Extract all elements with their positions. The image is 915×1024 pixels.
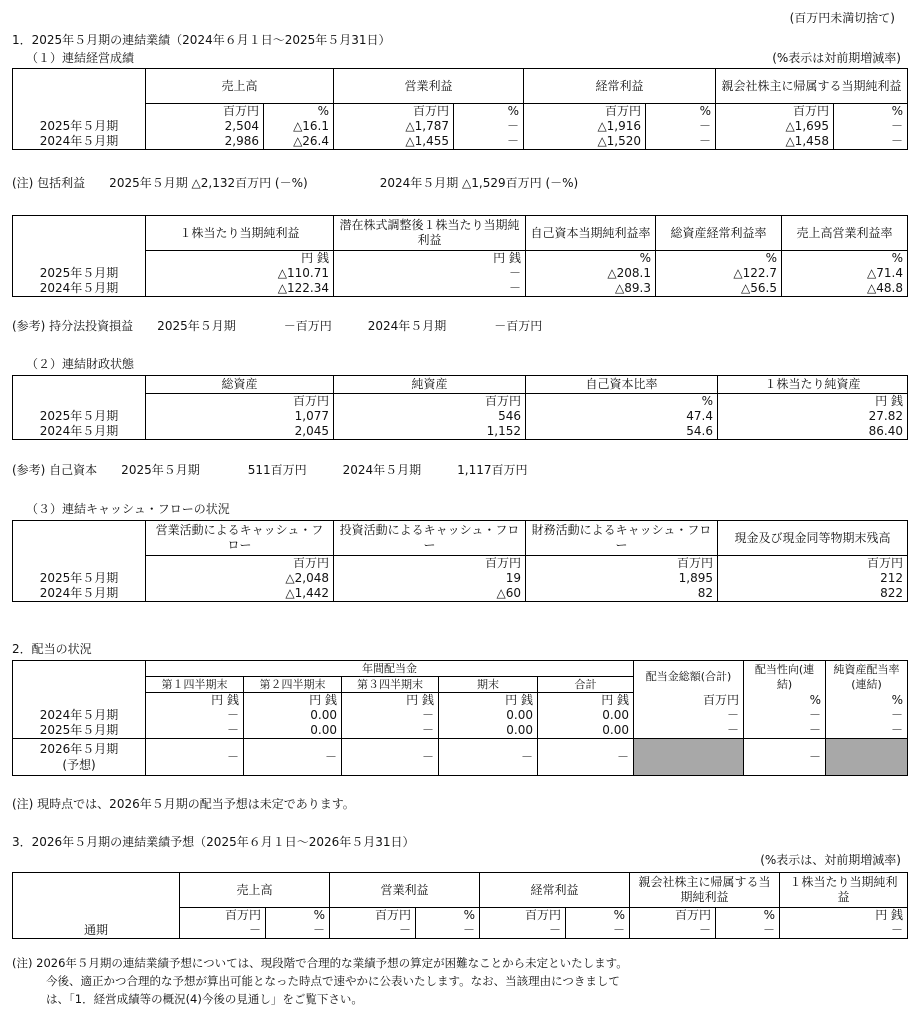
t3-header: 総資産 [146,376,334,394]
forecast-row [13,739,908,776]
cell: － [538,739,634,776]
cell: △208.1 [526,266,656,281]
t1-header: 売上高 [146,69,334,104]
cell: － [342,723,439,739]
t1-unit: 百万円 [524,104,646,120]
cell: △1,695 [716,119,834,134]
table-row [13,266,908,281]
t6-unit: 円 銭 [780,908,908,924]
t1-unit: 百万円 [716,104,834,120]
t5-unit: 円 銭 [439,693,538,709]
table-row [13,281,908,297]
t2-header: １株当たり当期純利益 [146,216,334,251]
t1-unit: % [646,104,716,120]
cell: 1,895 [526,571,718,586]
forecast-row-label [13,739,146,776]
t6-unit: 百万円 [180,908,266,924]
t5-unit: 円 銭 [342,693,439,709]
t2-unit: % [526,251,656,267]
t4-unit: 百万円 [718,556,908,572]
cell: － [146,708,244,723]
annual-dividend-header: 年間配当金 [146,661,634,677]
t1-unit: % [454,104,524,120]
cell: － [342,739,439,776]
cell: 0.00 [244,723,342,739]
section3-title: 3．2026年５月期の連結業績予想（2025年６月１日～2026年５月31日） [12,835,415,849]
cell: － [416,923,480,939]
t2-unit: % [656,251,782,267]
cell: 0.00 [538,708,634,723]
cell: － [630,923,716,939]
cell: △56.5 [656,281,782,297]
cell: △89.3 [526,281,656,297]
cell: 1,152 [334,424,526,440]
per-share-table [12,215,908,297]
t3-unit: 円 銭 [718,394,908,410]
t4-header: 投資活動によるキャッシュ・フロー [334,521,526,556]
t6-header: 売上高 [180,873,330,908]
sub2-title: （２）連結財政状態 [26,357,135,371]
cell: － [780,923,908,939]
t1-unit: 百万円 [146,104,264,120]
cell: 2,504 [146,119,264,134]
t6-unit: 百万円 [480,908,566,924]
t1-unit: % [264,104,334,120]
cell: 2,986 [146,134,264,150]
t2-unit: % [782,251,908,267]
t1-unit: % [834,104,908,120]
cell: － [480,923,566,939]
t1-header: 営業利益 [334,69,524,104]
cell: － [334,281,526,297]
t6-header: １株当たり当期純利益 [780,873,908,908]
cell: 1,077 [146,409,334,424]
t5-unit: % [744,693,826,709]
t5-unit: 百万円 [634,693,744,709]
cell: 19 [334,571,526,586]
row-label: 2024年５月期 [13,424,146,440]
row-label: 2024年５月期 [13,281,146,297]
cell: △71.4 [782,266,908,281]
cell: △1,787 [334,119,454,134]
section2-title: 2．配当の状況 [12,642,92,656]
cell: － [634,723,744,739]
cell: － [330,923,416,939]
cell: 0.00 [439,723,538,739]
t5-header: 配当性向(連結) [744,661,826,693]
row-label: 2025年５月期 [13,571,146,586]
cell: － [634,708,744,723]
t4-header: 営業活動によるキャッシュ・フロー [146,521,334,556]
t4-unit: 百万円 [526,556,718,572]
cash-flow-table [12,520,908,602]
comprehensive-income-note: (注) 包括利益 2025年５月期 △2,132百万円 (－%) 2024年５月期 △1,529百万円 (－%) [12,176,579,190]
t2-header: 自己資本当期純利益率 [526,216,656,251]
t4-header: 財務活動によるキャッシュ・フロー [526,521,718,556]
cell: 0.00 [244,708,342,723]
t5-unit: 円 銭 [244,693,342,709]
cell: △110.71 [146,266,334,281]
cell: 212 [718,571,908,586]
table-row [13,409,908,424]
t5-unit: 円 銭 [538,693,634,709]
cell: 822 [718,586,908,602]
shaded-cell [826,739,908,776]
t4-unit: 百万円 [334,556,526,572]
operating-results-table [12,68,908,150]
t2-header: 総資産経常利益率 [656,216,782,251]
t5-header: 第２四半期末 [244,677,342,693]
t6-unit: % [416,908,480,924]
cell: － [244,739,342,776]
forecast-sub-note: (%表示は、対前期増減率) [760,853,901,867]
table-row [13,134,908,150]
row-label: 2025年５月期 [13,266,146,281]
t5-unit: 円 銭 [146,693,244,709]
cell: － [646,134,716,150]
cell: △1,916 [524,119,646,134]
cell: － [744,739,826,776]
t4-header: 現金及び現金同等物期末残高 [718,521,908,556]
dividend-note: (注) 現時点では、2026年５月期の配当予想は未定であります。 [12,797,355,811]
t5-header: 合計 [538,677,634,693]
table-row [13,708,908,723]
sub3-title: （３）連結キャッシュ・フローの状況 [26,502,230,516]
forecast-table [12,872,908,939]
cell: － [744,708,826,723]
cell: － [266,923,330,939]
cell: 47.4 [526,409,718,424]
row-label: 2024年５月期 [13,134,146,150]
financial-position-table [12,375,908,440]
shaded-cell [634,739,744,776]
t6-header: 親会社株主に帰属する当期純利益 [630,873,780,908]
t6-header: 経常利益 [480,873,630,908]
forecast-note-line1: (注) 2026年５月期の連結業績予想については、現段階で合理的な業績予想の算定が困難なことから未定といたします。 [12,956,628,970]
equity-method-note: (参考) 持分法投資損益 2025年５月期 －百万円 2024年５月期 －百万円 [12,319,543,333]
t6-unit: 百万円 [330,908,416,924]
cell: － [646,119,716,134]
row-label: 通期 [13,923,180,939]
cell: － [834,134,908,150]
section1-title: 1．2025年５月期の連結業績（2024年６月１日～2025年５月31日） [12,33,391,47]
t3-header: 自己資本比率 [526,376,718,394]
t3-unit: 百万円 [334,394,526,410]
cell: 2,045 [146,424,334,440]
row-label: 2025年５月期 [13,119,146,134]
t5-header: 純資産配当率(連結) [826,661,908,693]
row-label: 2025年５月期 [13,409,146,424]
cell: △16.1 [264,119,334,134]
cell: 27.82 [718,409,908,424]
t4-unit: 百万円 [146,556,334,572]
table-row [13,923,908,939]
cell: － [454,119,524,134]
t3-unit: % [526,394,718,410]
row-label: 2024年５月期 [13,586,146,602]
cell: － [744,723,826,739]
cell: △122.34 [146,281,334,297]
cell: △1,458 [716,134,834,150]
dividend-table [12,660,908,776]
sub1-title: （１）連結経営成績 [26,51,135,65]
row-label: 2024年５月期 [13,708,146,723]
table-row [13,424,908,440]
cell: 546 [334,409,526,424]
cell: － [180,923,266,939]
cell: － [826,708,908,723]
t2-header: 売上高営業利益率 [782,216,908,251]
cell: △60 [334,586,526,602]
t5-header: 第３四半期末 [342,677,439,693]
t6-unit: 百万円 [630,908,716,924]
cell: 54.6 [526,424,718,440]
t1-header: 経常利益 [524,69,716,104]
cell: － [439,739,538,776]
table-row [13,119,908,134]
cell: － [566,923,630,939]
cell: － [146,739,244,776]
t1-header: 親会社株主に帰属する当期純利益 [716,69,908,104]
cell: － [826,723,908,739]
cell: △48.8 [782,281,908,297]
cell: △122.7 [656,266,782,281]
t5-header: 期末 [439,677,538,693]
cell: △26.4 [264,134,334,150]
cell: － [342,708,439,723]
t2-unit: 円 銭 [334,251,526,267]
forecast-note-line2: 今後、適正かつ合理的な予想が算出可能となった時点で速やかに公表いたします。なお、当該理由につきまして [46,974,620,988]
table-row [13,571,908,586]
t1-unit: 百万円 [334,104,454,120]
table-row [13,586,908,602]
cell: △1,442 [146,586,334,602]
t5-header: 配当金総額(合計) [634,661,744,693]
cell: 86.40 [718,424,908,440]
t5-header: 第１四半期末 [146,677,244,693]
t2-header: 潜在株式調整後１株当たり当期純利益 [334,216,526,251]
t2-unit: 円 銭 [146,251,334,267]
unit-note: (百万円未満切捨て) [789,11,895,25]
cell: － [834,119,908,134]
cell: △2,048 [146,571,334,586]
t6-unit: % [566,908,630,924]
table-row [13,723,908,739]
cell: － [454,134,524,150]
forecast-note-line3: は、「1．経営成績等の概況(4)今後の見通し」をご覧下さい。 [46,992,363,1006]
row-label: 2025年５月期 [13,723,146,739]
t3-unit: 百万円 [146,394,334,410]
cell: 82 [526,586,718,602]
t3-header: １株当たり純資産 [718,376,908,394]
forecast-label-note: (予想) [62,758,96,772]
equity-note: (参考) 自己資本 2025年５月期 511百万円 2024年５月期 1,117百万円 [12,463,528,477]
cell: － [716,923,780,939]
cell: － [146,723,244,739]
t6-header: 営業利益 [330,873,480,908]
t1-corner [13,69,146,104]
t3-header: 純資産 [334,376,526,394]
t6-unit: % [266,908,330,924]
t6-unit: % [716,908,780,924]
cell: △1,455 [334,134,454,150]
cell: 0.00 [439,708,538,723]
forecast-label-year: 2026年５月期 [39,742,119,756]
cell: △1,520 [524,134,646,150]
t5-unit: % [826,693,908,709]
cell: － [334,266,526,281]
sub1-note: (%表示は対前期増減率) [772,51,901,65]
cell: 0.00 [538,723,634,739]
